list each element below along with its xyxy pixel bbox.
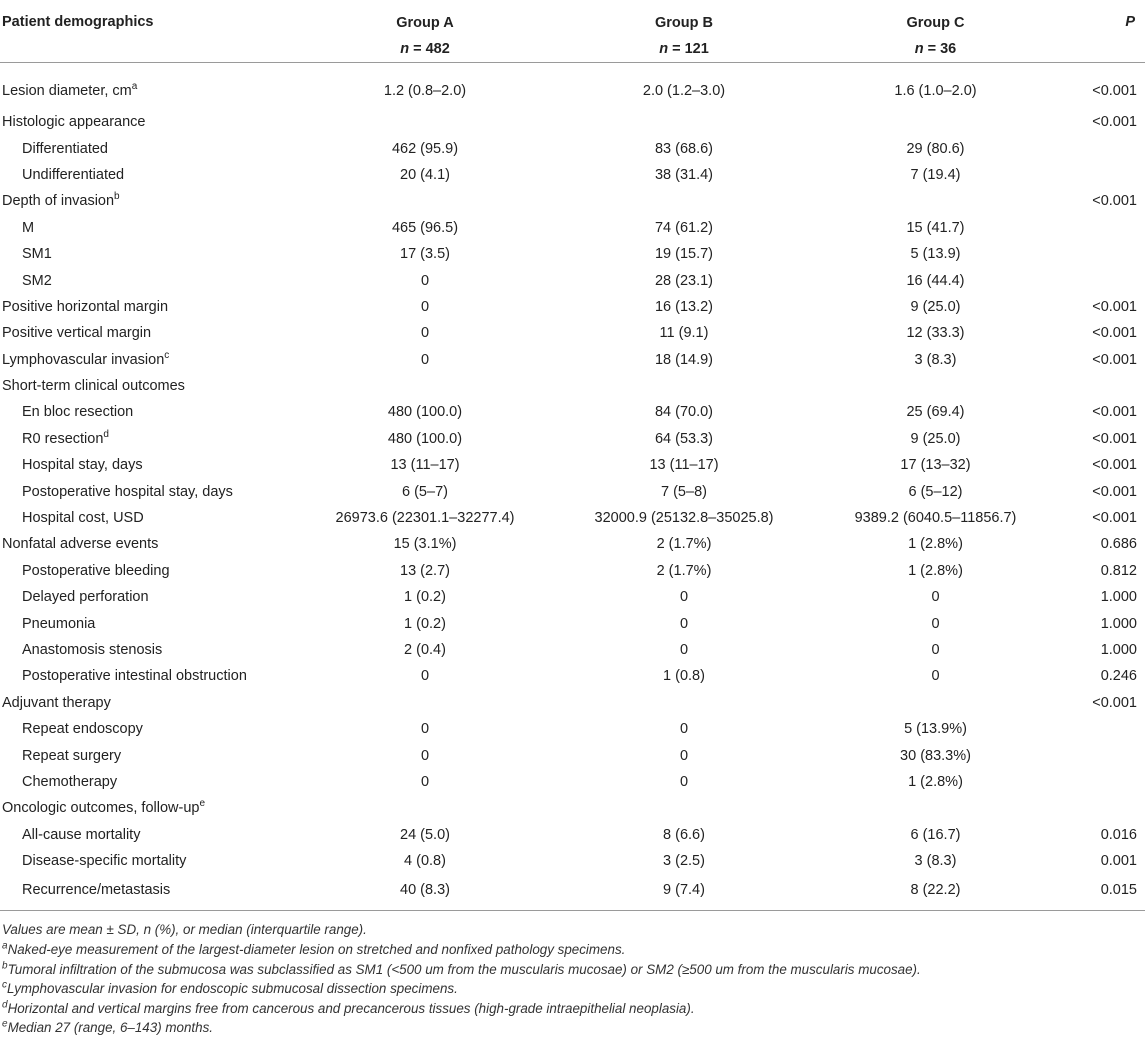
group-a-value: 40 (8.3) bbox=[400, 882, 450, 899]
row-label: Short-term clinical outcomes bbox=[2, 378, 185, 395]
table-row bbox=[0, 241, 1145, 267]
group-c-value: 7 (19.4) bbox=[910, 166, 961, 183]
row-label: Postoperative intestinal obstruction bbox=[22, 668, 247, 685]
table-row bbox=[0, 478, 1145, 504]
row-label: Lymphovascular invasion$^c$ bbox=[2, 349, 170, 368]
row-label: Hospital cost, USD bbox=[22, 510, 144, 527]
group-b-value: 28 (23.1) bbox=[654, 272, 714, 289]
group-c-value: 5 (13.9%) bbox=[904, 721, 967, 738]
group-a-value bbox=[290, 795, 560, 821]
table-row bbox=[0, 135, 1145, 161]
p-value bbox=[1063, 162, 1145, 188]
group-c-value: 1.6 (1.0–2.0) bbox=[894, 83, 977, 99]
row-label: Histologic appearance bbox=[2, 114, 146, 131]
group-a-value: 1.2 (0.8–2.0) bbox=[383, 83, 467, 99]
p-value: <0.001 bbox=[1092, 298, 1137, 315]
group-a-value: 2 (0.4) bbox=[404, 642, 446, 658]
p-value: <0.001 bbox=[1092, 694, 1137, 711]
group-a-value: 462 (95.9) bbox=[391, 140, 459, 157]
row-label: Nonfatal adverse events bbox=[2, 536, 159, 553]
row-label: Recurrence/metastasis bbox=[22, 882, 171, 899]
group-c-value: 8 (22.2) bbox=[910, 882, 961, 899]
table-row bbox=[0, 426, 1145, 452]
group-a-value: 0 bbox=[420, 325, 430, 342]
p-value bbox=[1063, 716, 1145, 742]
table-footnotes bbox=[0, 911, 1145, 1038]
p-value: <0.001 bbox=[1092, 83, 1137, 99]
table-row bbox=[0, 795, 1145, 821]
table-row bbox=[0, 399, 1145, 425]
p-value: <0.001 bbox=[1092, 457, 1137, 474]
group-a-value: 480 (100.0) bbox=[387, 404, 463, 421]
table-row bbox=[0, 742, 1145, 768]
row-label: SM1 bbox=[22, 246, 52, 263]
row-label: Differentiated bbox=[22, 140, 108, 157]
p-value: <0.001 bbox=[1092, 510, 1137, 527]
p-value: <0.001 bbox=[1092, 483, 1137, 500]
row-label: Pneumonia bbox=[22, 615, 96, 632]
group-a-value: 0 bbox=[420, 721, 430, 738]
table-row bbox=[0, 188, 1145, 214]
group-b-value: 2 (1.7%) bbox=[656, 562, 712, 579]
group-b-value bbox=[560, 373, 808, 399]
table-row bbox=[0, 610, 1145, 636]
table-row bbox=[0, 769, 1145, 795]
group-a-value: 6 (5–7) bbox=[402, 483, 448, 500]
table-row bbox=[0, 663, 1145, 689]
row-label: All-cause mortality bbox=[22, 826, 141, 843]
table-row bbox=[0, 637, 1145, 663]
group-a-value: 0 bbox=[420, 747, 430, 764]
p-value: 1.000 bbox=[1100, 615, 1137, 632]
group-c-value: 6 (5–12) bbox=[908, 483, 963, 500]
p-value: <0.001 bbox=[1092, 193, 1137, 210]
p-value: 0.246 bbox=[1100, 668, 1137, 685]
group-c-value: 5 (13.9) bbox=[910, 246, 961, 263]
group-c-value: 29 (80.6) bbox=[906, 140, 965, 157]
group-a-value: 1 (0.2) bbox=[404, 589, 446, 606]
p-value bbox=[1063, 769, 1145, 795]
row-label: Lesion diameter, $cm^a$ bbox=[2, 81, 138, 99]
group-b-value bbox=[560, 795, 808, 821]
group-c-value: 3 (8.3) bbox=[914, 853, 957, 870]
group-a-value: 1 (0.2) bbox=[404, 615, 446, 632]
p-value bbox=[1063, 795, 1145, 821]
group-a-value bbox=[290, 109, 560, 135]
row-label: Anastomosis stenosis bbox=[22, 642, 163, 658]
footnote-marker: c bbox=[2, 979, 7, 991]
group-b-value: 7 (5–8) bbox=[661, 483, 707, 500]
p-value: 0.015 bbox=[1100, 882, 1137, 899]
table-body bbox=[0, 63, 1145, 911]
p-value bbox=[1063, 135, 1145, 161]
group-c-value: 9389.2 (6040.5–11856.7) bbox=[854, 510, 1017, 527]
group-c-value: 0 bbox=[931, 668, 940, 685]
row-label: Postoperative bleeding bbox=[22, 562, 170, 579]
p-value bbox=[1063, 241, 1145, 267]
table-row bbox=[0, 294, 1145, 320]
header-p-value: P bbox=[1125, 14, 1135, 30]
group-c-value: 9 (25.0) bbox=[910, 430, 961, 447]
group-b-value bbox=[560, 690, 808, 716]
group-c-value: 1 (2.8%) bbox=[908, 536, 963, 553]
group-c-value bbox=[808, 188, 1063, 214]
row-label: Chemotherapy bbox=[22, 773, 118, 790]
group-c-value: 0 bbox=[931, 589, 940, 606]
row-label: Adjuvant therapy bbox=[2, 694, 111, 711]
table-row bbox=[0, 584, 1145, 610]
group-b-value: 0 bbox=[679, 615, 689, 632]
group-c-value bbox=[808, 690, 1063, 716]
group-a-name: Group A bbox=[396, 15, 454, 31]
row-label: R0 resection$^d$ bbox=[22, 429, 109, 447]
row-label: Oncologic outcomes, follow-$up^e$ bbox=[2, 798, 206, 817]
p-value bbox=[1063, 373, 1145, 399]
footnote-marker: c bbox=[164, 349, 170, 361]
row-label: En bloc resection bbox=[22, 404, 134, 421]
group-c-value bbox=[808, 109, 1063, 135]
group-b-value: 11 (9.1) bbox=[659, 325, 709, 342]
group-b-value: 3 (2.5) bbox=[663, 853, 705, 870]
table-row bbox=[0, 347, 1145, 373]
group-b-value: 0 bbox=[679, 589, 689, 606]
row-label: Repeat surgery bbox=[22, 747, 122, 764]
group-c-name: Group C bbox=[906, 15, 965, 31]
row-label: Positive vertical margin bbox=[2, 325, 152, 342]
group-b-value: 0 bbox=[679, 642, 689, 658]
p-value: <0.001 bbox=[1092, 351, 1137, 368]
group-b-value: 64 (53.3) bbox=[654, 430, 714, 447]
group-a-value: 13 (11–17) bbox=[390, 457, 460, 474]
p-value: 0.686 bbox=[1100, 536, 1137, 553]
group-b-value: 1 (0.8) bbox=[663, 668, 705, 685]
row-label: Postoperative hospital stay, days bbox=[22, 483, 233, 500]
row-label: M bbox=[22, 219, 35, 236]
footnote-marker: a bbox=[2, 940, 8, 952]
group-a-value: 480 (100.0) bbox=[387, 430, 463, 447]
footnote: $^a$Naked-eye measurement of the largest-diameter lesion on stretched and nonfixed pathology specimens. bbox=[2, 940, 626, 957]
footnote-marker: b bbox=[2, 960, 8, 972]
row-label: Delayed perforation bbox=[22, 589, 149, 606]
group-a-value: 0 bbox=[420, 272, 430, 289]
group-c-value: 3 (8.3) bbox=[914, 351, 957, 368]
table-row bbox=[0, 531, 1145, 557]
table-row bbox=[0, 822, 1145, 848]
table-row bbox=[0, 874, 1145, 911]
table-row bbox=[0, 848, 1145, 874]
group-a-value bbox=[290, 373, 560, 399]
table-row bbox=[0, 267, 1145, 293]
group-b-value: 19 (15.7) bbox=[654, 246, 714, 263]
table-row bbox=[0, 558, 1145, 584]
header-group-b bbox=[560, 0, 808, 63]
row-label: Hospital stay, days bbox=[22, 457, 143, 474]
table-row bbox=[0, 373, 1145, 399]
group-c-value: 6 (16.7) bbox=[910, 826, 961, 843]
group-c-n: n = 36 bbox=[914, 41, 957, 57]
group-c-value: 25 (69.4) bbox=[906, 404, 965, 421]
table-row bbox=[0, 109, 1145, 135]
group-c-value: 15 (41.7) bbox=[906, 219, 965, 236]
group-b-value: 13 (11–17) bbox=[649, 457, 719, 474]
row-label: Undifferentiated bbox=[22, 166, 125, 183]
group-c-value: 16 (44.4) bbox=[906, 272, 965, 289]
group-c-value: 17 (13–32) bbox=[900, 457, 971, 474]
group-b-value: 83 (68.6) bbox=[654, 140, 714, 157]
group-b-value: 18 (14.9) bbox=[654, 351, 714, 368]
row-label: Repeat endoscopy bbox=[22, 721, 143, 738]
group-b-value: 74 (61.2) bbox=[654, 219, 714, 236]
group-a-value: 0 bbox=[420, 668, 430, 685]
group-b-value: 8 (6.6) bbox=[663, 826, 705, 843]
footnote-marker: a bbox=[131, 81, 138, 93]
table-row bbox=[0, 63, 1145, 110]
group-c-value: 0 bbox=[931, 615, 940, 632]
footnote-marker: d bbox=[103, 429, 109, 441]
group-b-name: Group B bbox=[655, 15, 713, 31]
group-a-value: 0 bbox=[420, 773, 430, 790]
group-c-value bbox=[808, 373, 1063, 399]
footnote-marker: e bbox=[2, 1018, 8, 1030]
group-c-value: 0 bbox=[931, 642, 940, 658]
table-row bbox=[0, 320, 1145, 346]
footnote: $^b$Tumoral infiltration of the submucosa was subclassified as SM1 (<500 um from the muscularis mucosae) or SM2 (≥500 um from the muscularis mucosae). bbox=[2, 960, 921, 977]
p-value: <0.001 bbox=[1092, 404, 1137, 421]
p-value: <0.001 bbox=[1092, 325, 1137, 342]
group-c-value: 9 (25.0) bbox=[910, 298, 961, 315]
footnote: $^d$Horizontal and vertical margins free from cancerous and precancerous tissues (high-grade intraepithelial neoplasia). bbox=[2, 999, 695, 1016]
group-a-value: 4 (0.8) bbox=[404, 853, 446, 870]
group-a-value: 465 (96.5) bbox=[391, 219, 459, 236]
group-b-value: 2 (1.7%) bbox=[656, 536, 712, 553]
p-value: 0.001 bbox=[1100, 853, 1137, 870]
group-a-value: 20 (4.1) bbox=[400, 166, 450, 183]
group-b-value bbox=[560, 188, 808, 214]
group-b-value: 84 (70.0) bbox=[654, 404, 714, 421]
group-b-value: 0 bbox=[679, 721, 689, 738]
p-value bbox=[1063, 215, 1145, 241]
group-c-value bbox=[808, 795, 1063, 821]
header-group-c bbox=[808, 0, 1063, 63]
footnote: $^e$Median 27 (range, 6–143) months. bbox=[2, 1018, 214, 1036]
group-b-value: 0 bbox=[679, 773, 689, 790]
row-label: SM2 bbox=[22, 272, 52, 289]
row-label: Disease-specific mortality bbox=[22, 853, 187, 870]
group-c-value: 1 (2.8%) bbox=[908, 773, 963, 790]
footnote: $^c$Lymphovascular invasion for endoscopic submucosal dissection specimens. bbox=[2, 979, 458, 997]
footnote: Values are mean ± SD, n (%), or median (interquartile range). bbox=[2, 922, 367, 938]
group-a-value: 0 bbox=[420, 351, 430, 368]
footnote-marker: e bbox=[199, 798, 206, 810]
p-value bbox=[1063, 742, 1145, 768]
table-row bbox=[0, 452, 1145, 478]
group-a-value: 13 (2.7) bbox=[400, 562, 450, 579]
group-b-value: 32000.9 (25132.8–35025.8) bbox=[594, 510, 774, 527]
p-value: 1.000 bbox=[1100, 589, 1137, 606]
group-b-value: 38 (31.4) bbox=[654, 166, 714, 183]
footnote-marker: d bbox=[2, 999, 8, 1011]
group-b-value: 16 (13.2) bbox=[654, 298, 714, 315]
group-b-n: n = 121 bbox=[659, 41, 709, 57]
group-b-value: 9 (7.4) bbox=[663, 882, 705, 899]
group-a-value: 15 (3.1%) bbox=[393, 536, 457, 553]
group-b-value: 0 bbox=[679, 747, 689, 764]
row-label: Depth of invasion$^b$ bbox=[2, 191, 120, 210]
group-a-value bbox=[290, 690, 560, 716]
p-value: 1.000 bbox=[1100, 642, 1137, 658]
header-group-a bbox=[290, 0, 560, 63]
group-a-value bbox=[290, 188, 560, 214]
group-b-value bbox=[560, 109, 808, 135]
group-b-value: 2.0 (1.2–3.0) bbox=[642, 83, 726, 99]
table-header bbox=[0, 0, 1145, 63]
header-patient-demographics: Patient demographics bbox=[2, 14, 154, 30]
table-row bbox=[0, 716, 1145, 742]
group-a-value: 24 (5.0) bbox=[400, 826, 450, 843]
group-a-n: n = 482 bbox=[400, 41, 450, 57]
table-row bbox=[0, 690, 1145, 716]
group-c-value: 1 (2.8%) bbox=[908, 562, 963, 579]
table-row bbox=[0, 505, 1145, 531]
p-value bbox=[1063, 267, 1145, 293]
group-a-value: 17 (3.5) bbox=[400, 246, 450, 263]
footnote-marker: b bbox=[114, 191, 120, 203]
row-label: Positive horizontal margin bbox=[2, 298, 169, 315]
p-value: <0.001 bbox=[1092, 430, 1137, 447]
group-a-value: 0 bbox=[420, 298, 430, 315]
p-value: <0.001 bbox=[1092, 114, 1137, 131]
p-value: 0.812 bbox=[1100, 562, 1137, 579]
group-a-value: 26973.6 (22301.1–32277.4) bbox=[335, 510, 515, 527]
table-row bbox=[0, 215, 1145, 241]
table-row bbox=[0, 162, 1145, 188]
group-c-value: 12 (33.3) bbox=[906, 325, 965, 342]
group-c-value: 30 (83.3%) bbox=[900, 747, 971, 764]
p-value: 0.016 bbox=[1100, 826, 1137, 843]
